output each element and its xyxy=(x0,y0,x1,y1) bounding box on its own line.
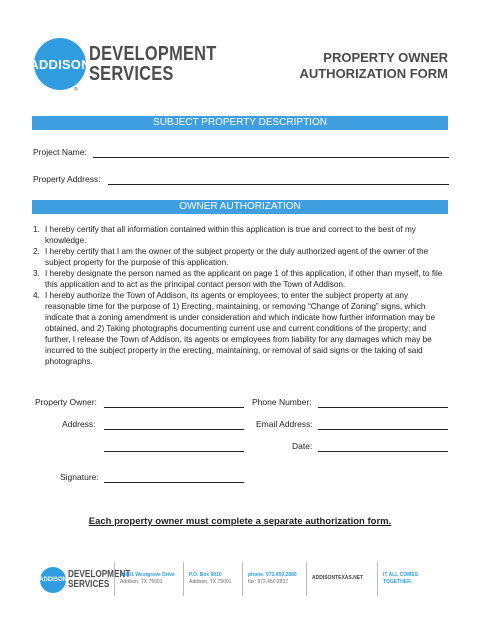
footer-phone: phone: 972.450.2880 xyxy=(248,572,297,578)
logo-line-development: DEVELOPMENT xyxy=(89,43,217,65)
addison-logo-circle xyxy=(29,38,91,90)
footer-street: 16801 Westgrove Drive xyxy=(120,572,175,578)
list-item xyxy=(33,290,449,367)
date-field[interactable] xyxy=(318,451,448,452)
form-title xyxy=(299,50,448,82)
footer-divider xyxy=(183,562,184,596)
logo-mark-text: ADDISON xyxy=(29,56,91,72)
footer-logo-circle xyxy=(40,567,66,593)
footer-logo-mark: ADDISON xyxy=(39,577,67,583)
footer-website[interactable]: ADDISONTEXAS.NET xyxy=(312,575,364,581)
footer-tagline xyxy=(383,572,418,586)
footer-po-city: Addison, TX 75001 xyxy=(189,579,232,585)
property-address-label: Property Address: xyxy=(33,174,101,184)
email-address-label: Email Address: xyxy=(256,419,313,429)
footer-fax: fax: 972.450.2837 xyxy=(248,579,289,585)
authorization-list xyxy=(33,224,449,367)
signature-field[interactable] xyxy=(104,482,244,483)
project-name-field[interactable] xyxy=(93,157,449,158)
footer-logo-line-services: SERVICES xyxy=(68,579,110,590)
footer-contact xyxy=(248,572,297,586)
footer-tagline-line1: IT ALL COMES xyxy=(383,572,418,578)
property-address-field[interactable] xyxy=(108,184,449,185)
list-item-text: I hereby certify that I am the owner of the subject property or the duly authorized agent of the owner of the subject property for the purpose of this application. xyxy=(45,247,429,267)
phone-number-label: Phone Number: xyxy=(252,397,312,407)
list-item-number: 4. xyxy=(33,291,40,300)
footer-po-box xyxy=(189,572,231,586)
footer-po-box-line: P.O. Box 9010 xyxy=(189,572,222,578)
signature-label: Signature: xyxy=(60,472,99,482)
footer-logo-line-development: DEVELOPMENT xyxy=(68,569,131,580)
form-title-line1: PROPERTY OWNER xyxy=(323,50,448,65)
footer-street-address xyxy=(120,572,175,586)
list-item-number: 1. xyxy=(33,225,40,234)
list-item-text: I hereby certify that all information contained within this application is true and correct to the best of my knowledge. xyxy=(45,225,416,245)
section-header-owner-authorization: OWNER AUTHORIZATION xyxy=(32,200,448,214)
form-title-line2: AUTHORIZATION FORM xyxy=(299,66,448,81)
list-item xyxy=(33,224,449,246)
project-name-label: Project Name: xyxy=(33,147,87,157)
list-item-number: 2. xyxy=(33,247,40,256)
logo-line-services: SERVICES xyxy=(89,63,174,85)
logo-wordmark xyxy=(89,44,217,84)
footer-divider xyxy=(114,562,115,596)
footer-divider xyxy=(377,562,378,596)
list-item-number: 3. xyxy=(33,269,40,278)
list-item xyxy=(33,268,449,290)
list-item-text: I hereby authorize the Town of Addison, its agents or employees, to enter the subject property at any reasonable time for the purpose of 1) Erecting, maintaining, or removing “Change of Zoning” signs, which indicate that a zoning amendment is under consideration and which indicate how further information may be obtained, and 2) Taking photographs documenting current use and current conditions of the property; and further, I release the Town of Addison, its agents or employees from liability for any damages which may be incurred to the subject property in the erecting, maintaining, or removal of said signs or the taking of said photographs. xyxy=(45,291,436,366)
address-label: Address: xyxy=(62,419,96,429)
footer-tagline-line2: TOGETHER. xyxy=(383,579,413,585)
address-field-line2[interactable] xyxy=(104,451,244,452)
footer-divider xyxy=(306,562,307,596)
property-owner-field[interactable] xyxy=(104,407,244,408)
phone-number-field[interactable] xyxy=(318,407,448,408)
list-item-text: I hereby designate the person named as the applicant on page 1 of this application, if other than myself, to file this application and to act as the principal contact person with the Town of Addison. xyxy=(45,269,443,289)
address-field[interactable] xyxy=(104,429,244,430)
email-address-field[interactable] xyxy=(318,429,448,430)
separate-form-notice: Each property owner must complete a separate authorization form. xyxy=(88,516,392,527)
date-label: Date: xyxy=(292,441,313,451)
section-header-subject-property: SUBJECT PROPERTY DESCRIPTION xyxy=(32,116,448,130)
footer-divider xyxy=(242,562,243,596)
footer-city: Addison, TX 75001 xyxy=(120,579,163,585)
logo-registered-mark: ® xyxy=(74,87,78,93)
property-owner-label: Property Owner: xyxy=(35,397,97,407)
list-item xyxy=(33,246,449,268)
